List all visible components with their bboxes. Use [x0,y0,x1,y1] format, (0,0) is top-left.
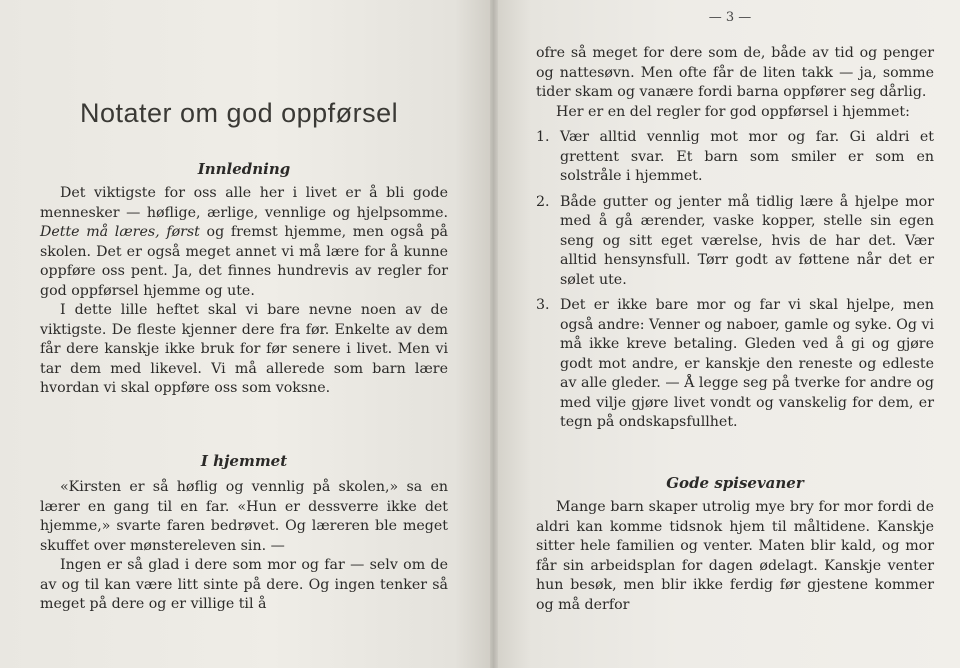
rule-item [536,193,934,291]
intro-text-b: og fremst hjemme, men også på skolen. Det er også meget annet vi må lære for å kunne oppføre oss pent. Ja, det finnes hundrevis av regler for god oppførsel hjemme og ute. [40,224,448,299]
rule-item [536,128,934,187]
intro-paragraph-2: I dette lille heftet skal vi bare nevne noen av de viktigste. De fleste kjenner dere fra før. Enkelte av dem får dere kanskje ikke bruk for før senere i livet. Men vi tar dem med likevel. Vi må allerede som barn lære hvordan vi skal oppføre oss som voksne. [40,302,448,396]
eating-paragraph-1: Mange barn skaper utrolig mye bry for mor fordi de aldri kan komme tidsnok hjem til måltidene. Kanskje sitter hele familien og venter. Maten blir kald, og mor får sin arbeidsplan for dagen ødelagt. Kanskje venter hun besøk, men blir ikke ferdig før gjestene kommer og må derfor [536,499,934,613]
booklet-title: Notater om god oppførsel [80,98,399,128]
right-top-section [536,44,934,433]
rule-number: 1. [536,129,550,145]
rule-text: Det er ikke bare mor og far vi skal hjelpe, men også andre: Venner og naboer, gamle og syke. Og vi må ikke kreve betaling. Gleden ved å gi og gjøre godt mot andre, er kanskje den reneste og edleste av alle gleder. — Å legge seg på tverke for andre og med vilje gjøre livet vondt og vanskelig for dem, er tegn på ondskapsfullhet. [560,297,934,430]
rule-number: 2. [536,193,550,210]
right-page [494,0,960,668]
rules-intro: Her er en del regler for god oppførsel i hjemmet: [556,103,910,120]
home-paragraph-1: «Kirsten er så høflig og vennlig på skolen,» sa en lærer en gang til en far. «Hun er dessverre ikke det hjemme,» svarte faren bedrøvet. Og læreren ble meget skuffet over mønstereleven sin. — [40,479,448,554]
continuation-paragraph: ofre så meget for dere som de, både av tid og penger og nattesøvn. Men ofte får de liten takk — ja, somme tider skam og vanære fordi barna oppfører seg dårlig. [536,45,934,100]
rules-list [536,128,934,433]
book-gutter [490,0,498,668]
intro-text-italic: Dette må læres, først [40,224,200,240]
eating-heading: Gode spisevaner [666,474,804,492]
rule-item [536,296,934,433]
home-paragraph-2: Ingen er så glad i dere som mor og far — selv om de av og til kan være litt sinte på dere. Og ingen tenker så meget på dere og er villige til å [40,557,448,612]
intro-text-a: Det viktigste for oss alle her i livet er å bli gode mennesker — høflige, ærlige, vennlige og hjelpsomme. [40,185,448,221]
rule-text: Både gutter og jenter må tidlig lære å hjelpe mor med å gå ærender, vaske kopper, stelle sin egen seng og sitt eget værelse, hvis de har det. Vær alltid hensynsfull. Tørr godt av føttene når det er sølet ute. [560,193,934,288]
rule-text: Vær alltid vennlig mot mor og far. Gi aldri et grettent svar. Et barn som smiler er som en solstråle i hjemmet. [560,129,934,184]
intro-heading: Innledning [197,160,291,178]
intro-section [40,184,448,399]
page-number: — 3 — [708,10,752,25]
intro-paragraph-1 [40,184,448,301]
rule-number: 3. [536,297,550,313]
home-heading: I hjemmet [200,452,288,470]
home-section [40,478,448,615]
eating-section [536,498,934,615]
